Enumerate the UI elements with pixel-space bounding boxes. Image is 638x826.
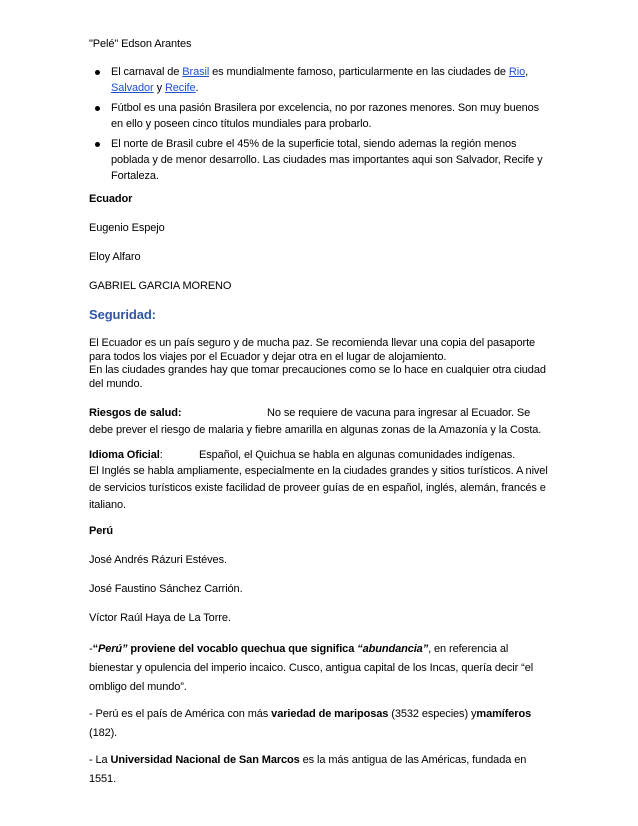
fact-text: - (89, 642, 93, 655)
idioma-colon: : (159, 449, 163, 461)
peru-name-2: José Faustino Sánchez Carrión. (89, 582, 243, 595)
link-recife[interactable]: Recife (164, 82, 196, 94)
bullet-text: El carnaval de (111, 66, 183, 78)
peru-name-3: Víctor Raúl Haya de La Torre. (89, 611, 231, 624)
peru-name-1: José Andrés Rázuri Estéves. (89, 553, 227, 566)
peru-fact-nombre (89, 640, 549, 697)
seguridad-text-2: En las ciudades grandes hay que tomar precauciones como se lo hace en cualquier otra ciudad del mundo. (89, 364, 546, 390)
peru-heading: Perú (89, 524, 114, 537)
fact-text: (3532 especies) y (388, 707, 477, 720)
seguridad-heading: Seguridad: (89, 307, 156, 322)
fact-text: - La (89, 753, 111, 766)
brasil-bullet-carnaval (89, 64, 549, 96)
document-body (89, 37, 549, 789)
fact-bold-universidad: Universidad Nacional de San Marcos (110, 753, 300, 766)
fact-bold-mariposas: variedad de mariposas (271, 707, 389, 720)
fact-text: es la más antigua de las Américas, fundada en 1551. (89, 753, 527, 785)
brasil-bullet-futbol (89, 100, 549, 132)
salud-paragraph (89, 405, 549, 439)
bullet-text: Fútbol es una pasión Brasilera por excelencia, no por razones menores. Son muy buenos en ello y poseen cinco títulos mundiales para probarlo. (111, 102, 540, 130)
bullet-text: es mundialmente famoso, particularmente en las ciudades de (209, 66, 509, 78)
separator-text: . (195, 82, 199, 94)
bullet-text: El norte de Brasil cubre el 45% de la superficie total, siendo ademas la región menos poblada y de menor desarrollo. Las ciudades mas importantes aqui son Salvador, Recife y Fortaleza. (111, 138, 543, 182)
ecuador-name-3: GABRIEL GARCIA MORENO (89, 280, 232, 292)
fact-text: (182). (89, 726, 118, 739)
separator-text: , (525, 66, 529, 78)
fact-bold-peru (93, 643, 429, 655)
fact-bold-mamiferos: mamíferos (476, 707, 532, 720)
bullet-dot-icon (95, 142, 100, 147)
ecuador-name-2: Eloy Alfaro (89, 251, 141, 263)
idioma-paragraph-1 (89, 449, 549, 463)
link-salvador[interactable]: Salvador (111, 82, 154, 94)
peru-fact-biodiversidad (89, 705, 549, 743)
idioma-label: Idioma Oficial (89, 449, 160, 461)
link-brasil[interactable]: Brasil (182, 66, 210, 78)
ecuador-heading: Ecuador (89, 193, 133, 205)
ecuador-name-1: Eugenio Espejo (89, 222, 165, 234)
peru-fact-universidad (89, 751, 549, 789)
idioma-text-2: El Inglés se habla ampliamente, especialmente en la ciudades grandes y sitios turísticos. A nivel de servicios turísticos existe facilidad de proveer guías de en español, inglés, alemán, francés e italiano. (89, 464, 548, 511)
fact-text: - Perú es el país de América con más (89, 707, 272, 720)
salud-label: Riesgos de salud: (89, 407, 182, 419)
header-title: "Pelé" Edson Arantes (89, 38, 192, 50)
brasil-bullet-list (89, 64, 549, 184)
bullet-dot-icon (95, 70, 100, 75)
seguridad-text-1: El Ecuador es un país seguro y de mucha paz. Se recomienda llevar una copia del pasaporte para todos los viajes por el Ecuador y dejar otra en el lugar de alojamiento. (89, 337, 536, 363)
salud-text: No se requiere de vacuna para ingresar al Ecuador. Se debe prever el riesgo de malaria y fiebre amarilla en algunas zonas de la Amazonía y la Costa. (89, 407, 542, 436)
separator-text: y (153, 82, 165, 94)
fact-quote: “ (92, 642, 98, 655)
fact-italic-peru: Perú” (97, 642, 128, 655)
bullet-dot-icon (95, 106, 100, 111)
fact-text: , en referencia al bienestar y opulencia del imperio incaico. Cusco, antigua capital de los Incas, quería decir “el ombligo del mundo”. (89, 642, 534, 693)
link-rio[interactable]: Rio (508, 66, 526, 78)
fact-italic-abundancia: “abundancia” (357, 642, 429, 655)
brasil-bullet-norte (89, 136, 549, 184)
fact-bold-mid: proviene del vocablo quechua que significa (127, 642, 358, 655)
idioma-text-1: Español, el Quichua se habla en algunas comunidades indígenas. (199, 449, 516, 461)
